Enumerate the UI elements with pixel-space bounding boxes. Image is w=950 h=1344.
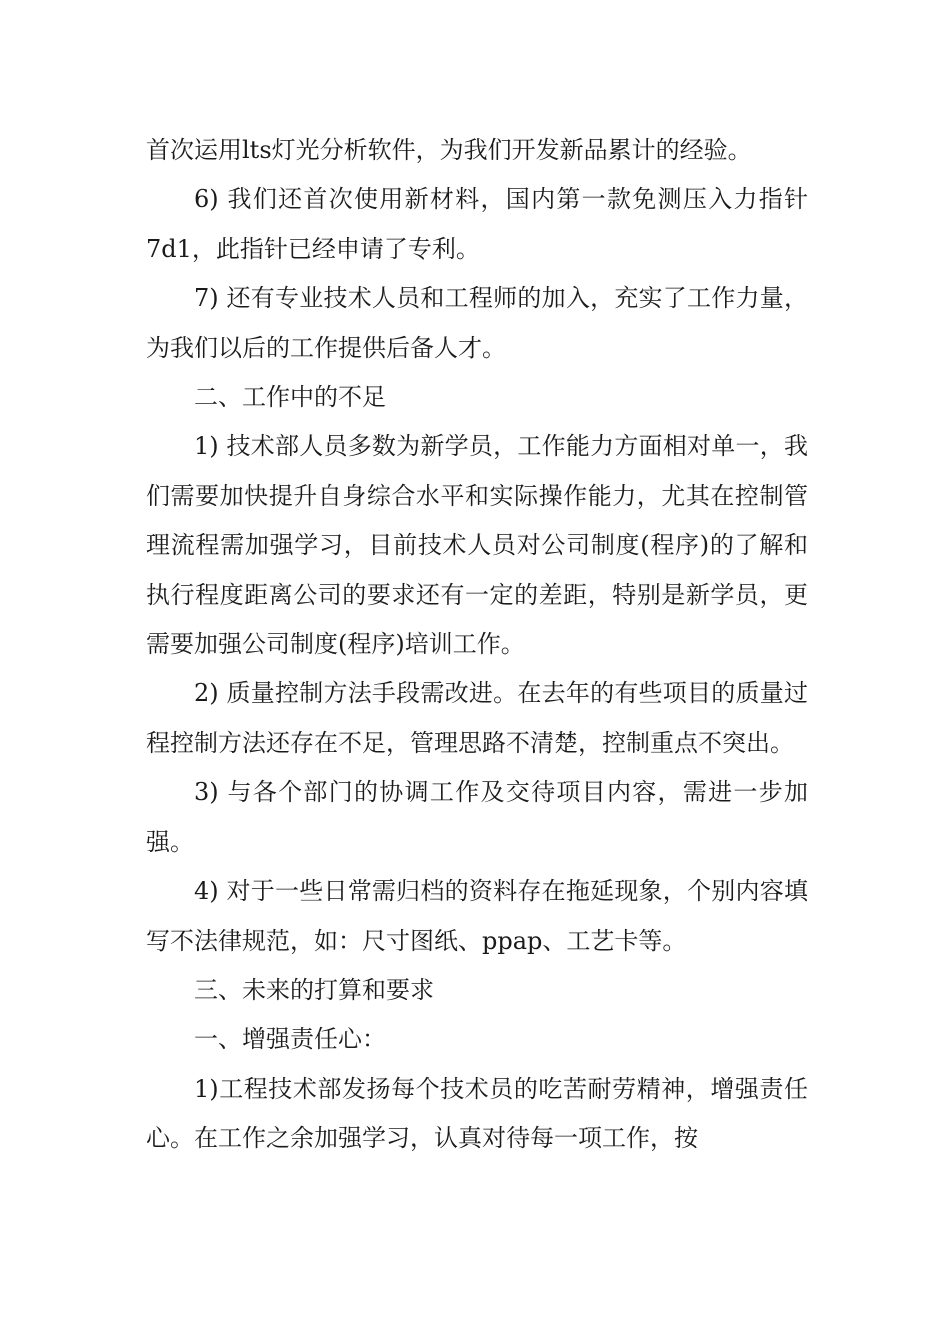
paragraph-3: 7) 还有专业技术人员和工程师的加入，充实了工作力量，为我们以后的工作提供后备人才。 [146,284,808,362]
paragraph-4: 1) 技术部人员多数为新学员，工作能力方面相对单一，我们需要加快提升自身综合水平和实际操作能力，尤其在控制管理流程需加强学习，目前技术人员对公司制度(程序)的了解和执行程度距离公司的要求还有一定的差距，特别是新学员，更需要加强公司制度(程序)培训工作。 [146,432,808,659]
paragraph-8: 1)工程技术部发扬每个技术员的吃苦耐劳精神，增强责任心。在工作之余加强学习，认真对待每一项工作，按 [146,1074,808,1153]
section-heading-3: 三、未来的打算和要求 [194,975,434,1004]
paragraph-7: 4) 对于一些日常需归档的资料存在拖延现象，个别内容填写不法律规范，如：尺寸图纸、ppap、工艺卡等。 [146,877,808,955]
section-heading-2: 二、工作中的不足 [194,383,386,412]
paragraph-5: 2) 质量控制方法手段需改进。在去年的有些项目的质量过程控制方法还存在不足，管理思路不清楚，控制重点不突出。 [146,679,808,757]
paragraph-2: 6) 我们还首次使用新材料，国内第一款免测压入力指针7d1，此指针已经申请了专利。 [146,185,808,263]
paragraph-1: 首次运用lts灯光分析软件，为我们开发新品累计的经验。 [146,136,752,164]
document-page [146,126,808,1164]
subsection-heading-1: 一、增强责任心： [194,1025,386,1054]
paragraph-6: 3) 与各个部门的协调工作及交待项目内容，需进一步加强。 [146,778,808,856]
